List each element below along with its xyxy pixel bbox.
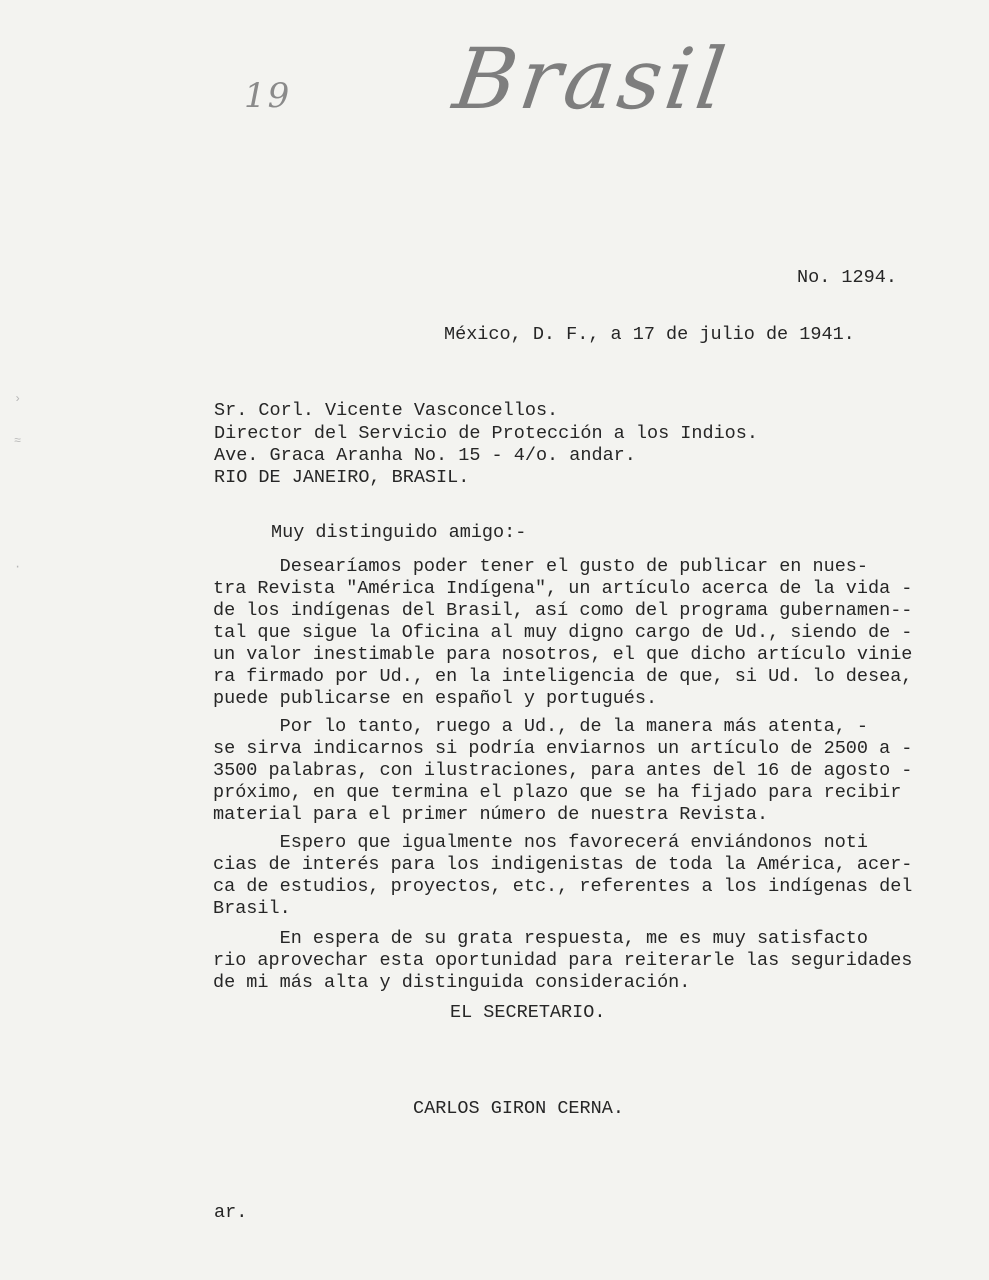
- body-paragraph-3: [213, 832, 912, 920]
- paragraph-line: un valor inestimable para nosotros, el que dicho artículo vinie: [213, 644, 913, 665]
- paragraph-line: de los indígenas del Brasil, así como del programa gubernamen--: [213, 600, 913, 621]
- paragraph-line: Brasil.: [213, 898, 291, 919]
- recipient-city: RIO DE JANEIRO, BRASIL.: [214, 467, 470, 488]
- body-paragraph-2: [213, 716, 912, 826]
- body-paragraph-4: [213, 928, 912, 994]
- recipient-address: Ave. Graca Aranha No. 15 - 4/o. andar.: [214, 445, 636, 466]
- punch-mark: ≈: [14, 434, 22, 448]
- recipient-name: Sr. Corl. Vicente Vasconcellos.: [214, 400, 559, 421]
- paragraph-line: se sirva indicarnos si podría enviarnos un artículo de 2500 a -: [213, 738, 913, 759]
- handwritten-number: 19: [244, 76, 292, 116]
- recipient-title: Director del Servicio de Protección a los Indios.: [214, 423, 758, 444]
- paragraph-line: rio aprovechar esta oportunidad para reiterarle las seguridades: [213, 950, 913, 971]
- paragraph-line: ra firmado por Ud., en la inteligencia de que, si Ud. lo desea,: [213, 666, 913, 687]
- paragraph-line: Desearíamos poder tener el gusto de publicar en nues-: [213, 556, 869, 577]
- paragraph-line: Espero que igualmente nos favorecerá enviándonos noti: [213, 832, 869, 853]
- paragraph-line: cias de interés para los indigenistas de toda la América, acer-: [213, 854, 913, 875]
- paragraph-line: tal que sigue la Oficina al muy digno cargo de Ud., siendo de -: [213, 622, 913, 643]
- signer-name: CARLOS GIRON CERNA.: [413, 1098, 624, 1119]
- paragraph-line: material para el primer número de nuestra Revista.: [213, 804, 769, 825]
- paragraph-line: de mi más alta y distinguida consideración.: [213, 972, 691, 993]
- paragraph-line: próximo, en que termina el plazo que se ha fijado para recibir: [213, 782, 902, 803]
- place-date: México, D. F., a 17 de julio de 1941.: [444, 324, 855, 345]
- punch-mark: ·: [14, 560, 22, 574]
- greeting: Muy distinguido amigo:-: [271, 522, 527, 543]
- paragraph-line: En espera de su grata respuesta, me es muy satisfacto: [213, 928, 869, 949]
- handwritten-country: Brasil: [448, 30, 735, 128]
- paragraph-line: puede publicarse en español y portugués.: [213, 688, 658, 709]
- closing: EL SECRETARIO.: [450, 1002, 606, 1023]
- paragraph-line: 3500 palabras, con ilustraciones, para antes del 16 de agosto -: [213, 760, 913, 781]
- paragraph-line: Por lo tanto, ruego a Ud., de la manera más atenta, -: [213, 716, 869, 737]
- paragraph-line: ca de estudios, proyectos, etc., referentes a los indígenas del: [213, 876, 913, 897]
- body-paragraph-1: [213, 556, 912, 710]
- typist-initials: ar.: [214, 1202, 248, 1223]
- paragraph-line: tra Revista "América Indígena", un artículo acerca de la vida -: [213, 578, 913, 599]
- document-number: No. 1294.: [797, 267, 897, 288]
- punch-mark: ›: [14, 392, 22, 406]
